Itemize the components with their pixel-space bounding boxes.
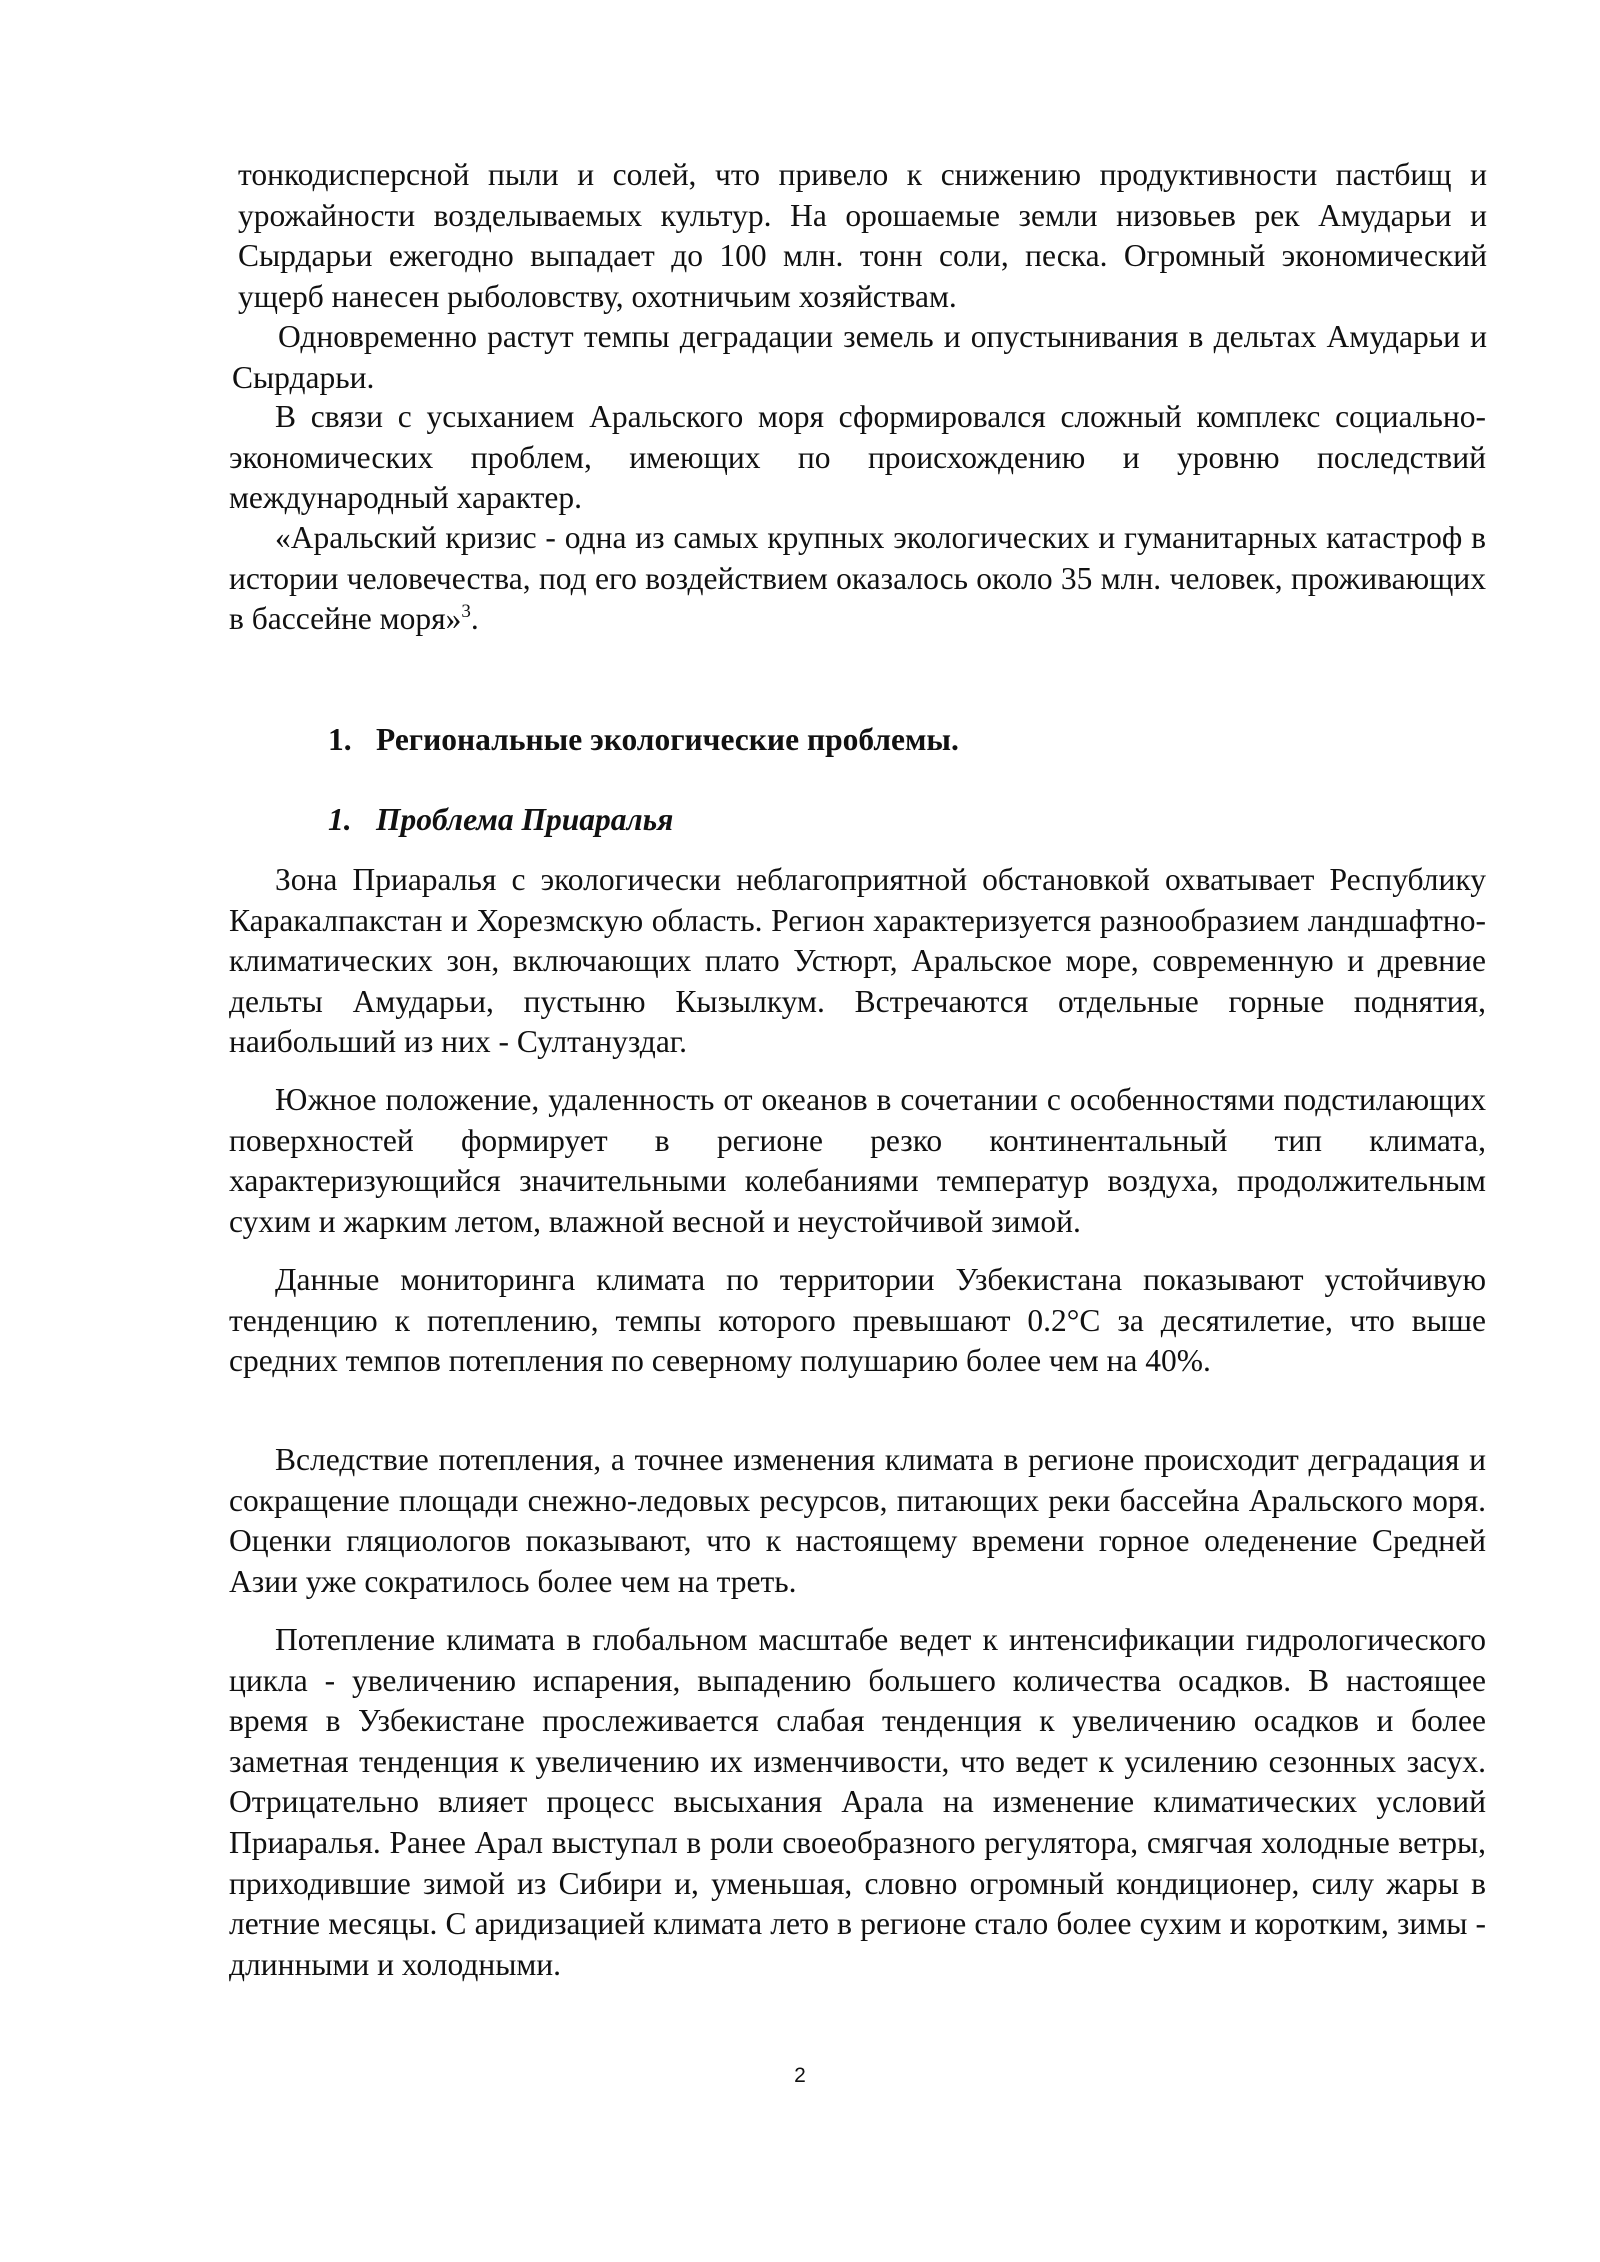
section-number: 1. [328, 722, 352, 757]
intro-paragraph-3: В связи с усыханием Аральского моря сформировался сложный комплекс социально-экономических проблем, имеющих по происхождению и уровню последствий международный характер. [229, 399, 1486, 516]
page-number: 2 [794, 2064, 806, 2087]
body-paragraph-4: Вследствие потепления, а точнее изменения климата в регионе происходит деградация и сокращение площади снежно-ледовых ресурсов, питающих реки бассейна Аральского моря. Оценки гляциологов показывают, что к настоящему времени горное оледенение Средней Азии уже сократилось более чем на треть. [229, 1442, 1486, 1599]
body-paragraph-1: Зона Приаралья с экологически неблагоприятной обстановкой охватывает Республику Каракалпакстан и Хорезмскую область. Регион характеризуется разнообразием ландшафтно-климатических зон, включающих плато Устюрт, Аральское море, современную и древние дельты Амударьи, пустыню Кызылкум. Встречаются отдельные горные поднятия, наибольший из них - Султануздаг. [229, 862, 1486, 1060]
body-paragraph-3: Данные мониторинга климата по территории Узбекистана показывают устойчивую тенденцию к потеплению, темпы которого превышают 0.2°С за десятилетие, что выше средних темпов потепления по северному полушарию более чем на 40%. [229, 1262, 1486, 1379]
subsection-number: 1. [328, 802, 352, 837]
subsection-title: Проблема Приаралья [376, 802, 674, 837]
section-heading [328, 720, 959, 760]
subsection-heading [328, 800, 673, 840]
footnote-reference: 3 [461, 601, 471, 623]
intro-paragraph-2: Одновременно растут темпы деградации земель и опустынивания в дельтах Амударьи и Сырдарьи. [232, 319, 1487, 395]
quote-paragraph [229, 518, 1486, 640]
body-paragraph-5: Потепление климата в глобальном масштабе ведет к интенсификации гидрологического цикла - увеличению испарения, выпадению большего количества осадков. В настоящее время в Узбекистане прослеживается слабая тенденция к увеличению осадков и более заметная тенденция к увеличению их изменчивости, что ведет к усилению сезонных засух. Отрицательно влияет процесс высыхания Арала на изменение климатических условий Приаралья. Ранее Арал выступал в роли своеобразного регулятора, смягчая холодные ветры, приходившие зимой из Сибири и, уменьшая, словно огромный кондиционер, силу жары в летние месяцы. С аридизацией климата лето в регионе стало более сухим и коротким, зимы - длинными и холодными. [229, 1622, 1486, 1982]
intro-paragraph-1: тонкодисперсной пыли и солей, что привело к снижению продуктивности пастбищ и урожайности возделываемых культур. На орошаемые земли низовьев рек Амударьи и Сырдарьи ежегодно выпадает до 100 млн. тонн соли, песка. Огромный экономический ущерб нанесен рыболовству, охотничьим хозяйствам. [238, 157, 1487, 314]
section-title: Региональные экологические проблемы. [376, 722, 959, 757]
body-paragraph-2: Южное положение, удаленность от океанов в сочетании с особенностями подстилающих поверхностей формирует в регионе резко континентальный тип климата, характеризующийся значительными колебаниями температур воздуха, продолжительным сухим и жарким летом, влажной весной и неустойчивой зимой. [229, 1082, 1486, 1239]
quote-tail: . [470, 601, 479, 637]
quote-text: «Аральский кризис - одна из самых крупных экологических и гуманитарных катастроф в истории человечества, под его воздействием оказалось около 35 млн. человек, проживающих в бассейне моря» [229, 520, 1486, 637]
